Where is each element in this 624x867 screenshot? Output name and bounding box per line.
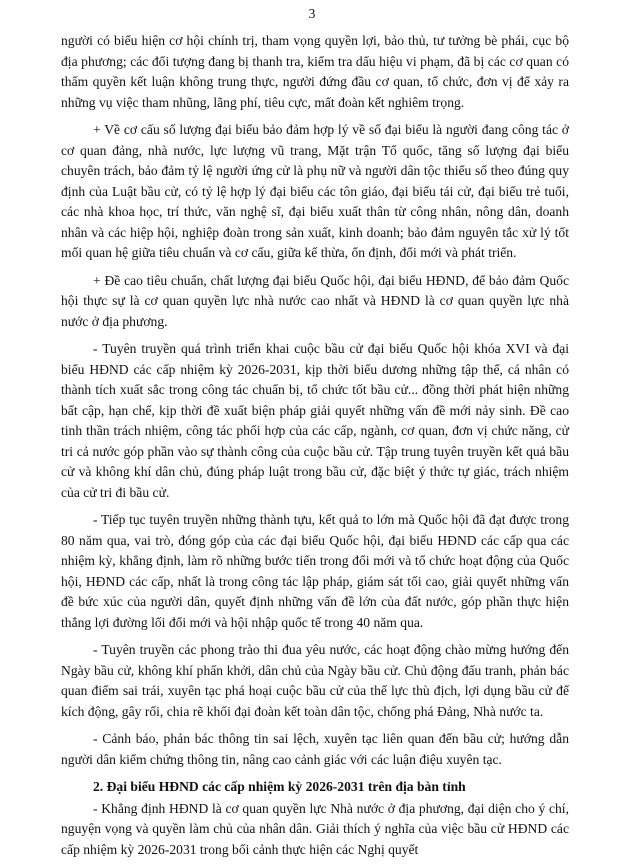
- paragraph-delegate-structure: + Về cơ cấu số lượng đại biểu bảo đảm hợp lý về số đại biểu là người đang công tác ở cơ quan đảng, nhà nước, lực lượng vũ trang, Mặt trận Tổ quốc, tăng số lượng đại biểu chuyên trách, bảo đảm tỷ lệ người ứng cử là phụ nữ và người dân tộc thiểu số theo đúng quy định của Luật bầu cử, có tỷ lệ hợp lý đại biểu các tôn giáo, đại biểu tái cử, đại biểu trẻ tuổi, các nhà khoa học, trí thức, văn nghệ sĩ, đại biểu xuất thân từ công nhân, nông dân, doanh nhân và các hiệp hội, nghiệp đoàn trong sản xuất, kinh doanh; bảo đảm nguyên tắc xử lý tốt mối quan hệ giữa tiêu chuẩn và cơ cấu, giữa kế thừa, ổn định, đổi mới và phát triển.: [61, 122, 569, 260]
- paragraph-delegate-quality: + Đề cao tiêu chuẩn, chất lượng đại biểu Quốc hội, đại biểu HĐND, để bảo đảm Quốc hội thực sự là cơ quan quyền lực nhà nước cao nhất và HĐND là cơ quan quyền lực nhà nước ở địa phương.: [61, 272, 569, 329]
- section-heading: 2. Đại biểu HĐND các cấp nhiệm kỳ 2026-2031 trên địa bàn tỉnh: [93, 779, 466, 794]
- paragraph-emulation-movements: - Tuyên truyền các phong trào thi đua yêu nước, các hoạt động chào mừng hướng đến Ngày bầu cử, không khí phấn khởi, dân chủ của Ngày bầu cử. Chủ động đấu tranh, phản bác quan điểm sai trái, xuyên tạc phá hoại cuộc bầu cử của thế lực thù địch, lợi dụng bầu cử để kích động, gây rối, chia rẽ khối đại đoàn kết toàn dân tộc, chống phá Đảng, Nhà nước ta.: [61, 642, 569, 719]
- document-body: [61, 31, 569, 867]
- paragraph-misinformation-warning: - Cảnh báo, phản bác thông tin sai lệch, xuyên tạc liên quan đến bầu cử; hướng dẫn người dân kiểm chứng thông tin, nâng cao cảnh giác với các luận điệu xuyên tạc.: [61, 731, 569, 767]
- paragraph-hdnd-affirmation: - Khẳng định HĐND là cơ quan quyền lực Nhà nước ở địa phương, đại diện cho ý chí, nguyện vọng và quyền làm chủ của nhân dân. Giải thích ý nghĩa của việc bầu cử HĐND các cấp nhiệm kỳ 2026-2031 trong bối cảnh thực hiện các Nghị quyết: [61, 800, 569, 857]
- paragraph-election-process: - Tuyên truyền quá trình triển khai cuộc bầu cử đại biểu Quốc hội khóa XVI và đại biểu HĐND các cấp nhiệm kỳ 2026-2031, kịp thời biểu dương những tập thể, cá nhân có thành tích xuất sắc trong công tác chuẩn bị, tổ chức tốt bầu cử... đồng thời phát hiện những bất cập, hạn chế, kịp thời đề xuất biện pháp giải quyết những vấn đề mới nảy sinh. Đề cao tinh thần trách nhiệm, công tác phối hợp của các cấp, ngành, cơ quan, đơn vị chức năng, cử tri cả nước góp phần vào sự thành công của cuộc bầu cử. Tập trung tuyên truyền kết quả bầu cử và không khí dân chủ, đúng pháp luật trong bầu cử, đặc biệt ý thức tự giác, trách nhiệm của cử tri đi bầu cử.: [61, 341, 569, 500]
- page-number: 3: [308, 6, 316, 21]
- paragraph-continuation: người có biểu hiện cơ hội chính trị, tham vọng quyền lợi, bảo thủ, tư tưởng bè phái, cục bộ địa phương; các đối tượng đang bị thanh tra, kiểm tra dấu hiệu vi phạm, đã bị các cơ quan có thẩm quyền kết luận không trung thực, người đứng đầu cơ quan, tổ chức, đơn vị để xảy ra những vụ việc tham nhũng, lãng phí, tiêu cực, mất đoàn kết nghiêm trọng.: [61, 33, 569, 110]
- paragraph-national-assembly-achievements: - Tiếp tục tuyên truyền những thành tựu, kết quả to lớn mà Quốc hội đã đạt được trong 80 năm qua, vai trò, đóng góp của các đại biểu Quốc hội, đại biểu HĐND các cấp qua các nhiệm kỳ, khẳng định, làm rõ những bước tiến trong đổi mới và tổ chức hoạt động của Quốc hội, HĐND các cấp, nhất là trong công tác lập pháp, giám sát tối cao, giải quyết những vấn đề bức xúc của người dân, quyết định những vấn đề lớn của đất nước, góp phần thực hiện thắng lợi đường lối đổi mới và hội nhập quốc tế trong 40 năm qua.: [61, 512, 569, 630]
